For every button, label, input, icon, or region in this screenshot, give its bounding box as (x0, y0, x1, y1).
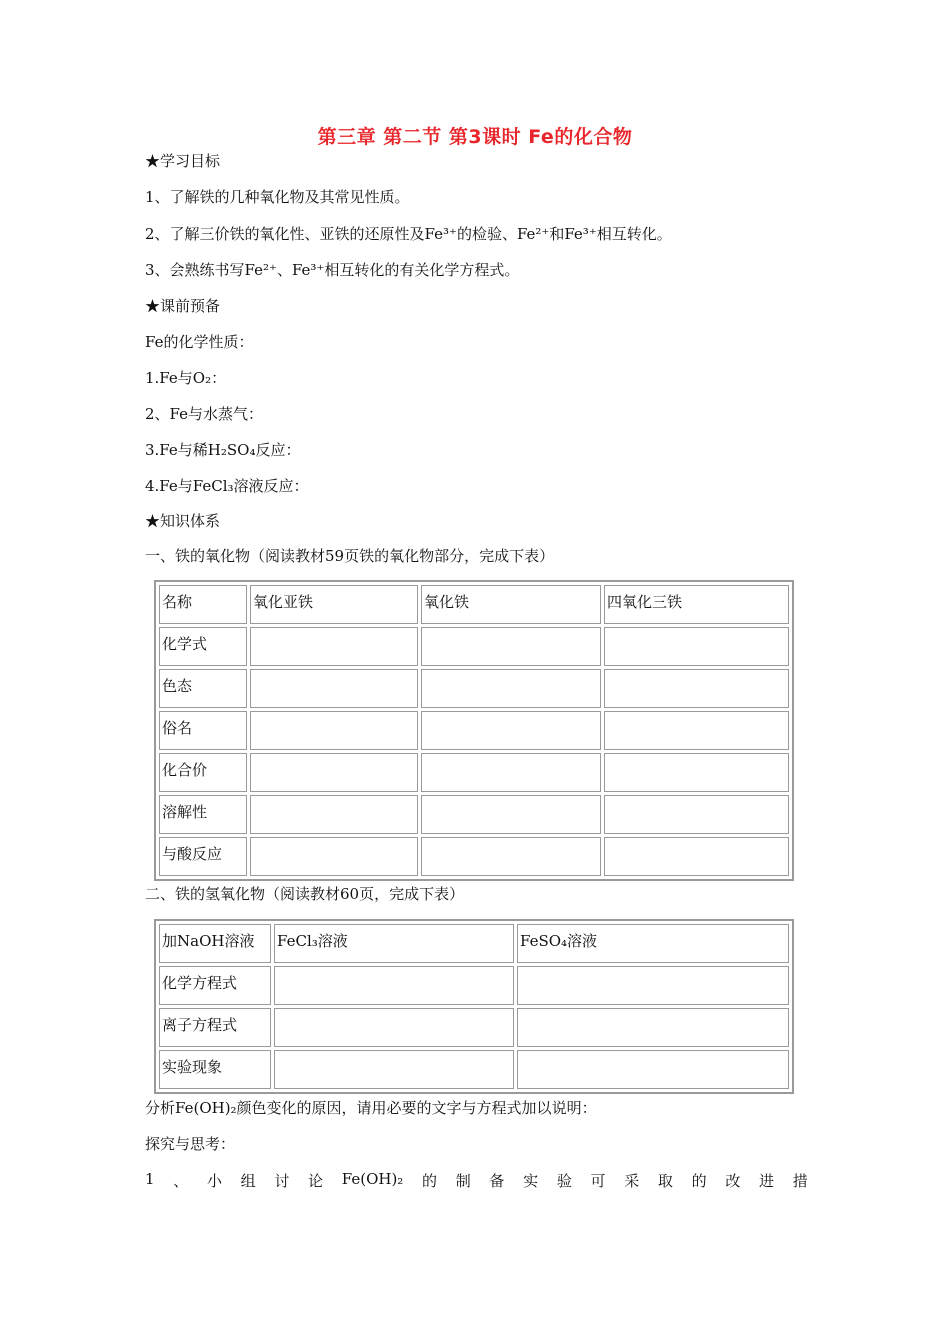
question-char: 组 (240, 1172, 256, 1190)
answer-cell[interactable] (604, 669, 789, 708)
iron-hydroxides-table (154, 919, 794, 1094)
row-label: 溶解性 (159, 795, 247, 834)
row-label: 色态 (159, 669, 247, 708)
prep-item: 1.Fe与O₂： (145, 369, 227, 387)
row-label: 离子方程式 (159, 1008, 271, 1047)
answer-cell[interactable] (421, 627, 601, 666)
answer-cell[interactable] (250, 669, 418, 708)
answer-cell[interactable] (421, 711, 601, 750)
row-label: 与酸反应 (159, 837, 247, 876)
question-char: 改 (725, 1172, 741, 1190)
table-row (159, 585, 789, 624)
answer-cell[interactable] (604, 711, 789, 750)
table-header-cell: FeCl₃溶液 (274, 924, 514, 963)
question-char: 取 (657, 1172, 673, 1190)
table-row (159, 1008, 789, 1047)
row-label: 化合价 (159, 753, 247, 792)
answer-cell[interactable] (250, 711, 418, 750)
row-label: 俗名 (159, 711, 247, 750)
question-char: 可 (590, 1172, 606, 1190)
answer-cell[interactable] (604, 627, 789, 666)
question-char: 验 (556, 1172, 572, 1190)
answer-cell[interactable] (421, 669, 601, 708)
table-row (159, 669, 789, 708)
iron-oxides-table (154, 580, 794, 881)
prep-item: 3.Fe与稀H₂SO₄反应： (145, 441, 301, 459)
question-char: 论 (308, 1172, 324, 1190)
answer-cell[interactable] (604, 753, 789, 792)
table-row (159, 627, 789, 666)
answer-cell[interactable] (274, 1050, 514, 1089)
analysis-prompt: 分析Fe(OH)₂颜色变化的原因，请用必要的文字与方程式加以说明： (145, 1099, 597, 1117)
explore-question-1 (145, 1170, 808, 1191)
answer-cell[interactable] (604, 795, 789, 834)
knowledge-heading: ★知识体系 (145, 512, 221, 530)
prep-heading: ★课前预备 (145, 297, 221, 315)
row-label: 实验现象 (159, 1050, 271, 1089)
answer-cell[interactable] (421, 753, 601, 792)
table-header-cell: 加NaOH溶液 (159, 924, 271, 963)
table-header-cell: 四氧化三铁 (604, 585, 789, 624)
answer-cell[interactable] (250, 837, 418, 876)
question-char: 讨 (274, 1172, 290, 1190)
answer-cell[interactable] (274, 966, 514, 1005)
prep-item: 4.Fe与FeCl₃溶液反应： (145, 477, 309, 495)
table-row (159, 924, 789, 963)
answer-cell[interactable] (250, 795, 418, 834)
table-row (159, 966, 789, 1005)
question-char: Fe(OH)₂ (341, 1170, 404, 1188)
question-char: 的 (422, 1172, 438, 1190)
objective-item: 2、了解三价铁的氧化性、亚铁的还原性及Fe³⁺的检验、Fe²⁺和Fe³⁺相互转化。 (145, 225, 672, 243)
objective-item: 1、了解铁的几种氧化物及其常见性质。 (145, 188, 410, 206)
question-char: 制 (455, 1172, 471, 1190)
question-char: 措 (792, 1172, 808, 1190)
answer-cell[interactable] (250, 627, 418, 666)
answer-cell[interactable] (274, 1008, 514, 1047)
prep-intro: Fe的化学性质： (145, 333, 254, 351)
question-char: 的 (691, 1172, 707, 1190)
table-header-cell: FeSO₄溶液 (517, 924, 789, 963)
question-char: 进 (759, 1172, 775, 1190)
answer-cell[interactable] (517, 1008, 789, 1047)
question-char: 1 (145, 1170, 155, 1188)
table-header-cell: 氧化铁 (421, 585, 601, 624)
table-row (159, 837, 789, 876)
question-char: 采 (624, 1172, 640, 1190)
page-title: 第三章 第二节 第3课时 Fe的化合物 (317, 126, 633, 148)
answer-cell[interactable] (517, 966, 789, 1005)
explore-heading: 探究与思考： (145, 1135, 236, 1153)
prep-item: 2、Fe与水蒸气： (145, 405, 264, 423)
answer-cell[interactable] (250, 753, 418, 792)
table-header-cell: 名称 (159, 585, 247, 624)
question-char: 小 (206, 1172, 222, 1190)
question-char: 、 (173, 1172, 189, 1190)
question-char: 实 (523, 1172, 539, 1190)
question-char: 备 (489, 1172, 505, 1190)
answer-cell[interactable] (517, 1050, 789, 1089)
table-row (159, 795, 789, 834)
table-header-cell: 氧化亚铁 (250, 585, 418, 624)
section1-heading: 一、铁的氧化物（阅读教材59页铁的氧化物部分，完成下表） (145, 547, 555, 565)
table-row (159, 753, 789, 792)
table-row (159, 711, 789, 750)
objectives-heading: ★学习目标 (145, 152, 221, 170)
answer-cell[interactable] (421, 795, 601, 834)
objective-item: 3、会熟练书写Fe²⁺、Fe³⁺相互转化的有关化学方程式。 (145, 261, 520, 279)
table-row (159, 1050, 789, 1089)
answer-cell[interactable] (421, 837, 601, 876)
section2-heading: 二、铁的氢氧化物（阅读教材60页，完成下表） (145, 885, 465, 903)
row-label: 化学式 (159, 627, 247, 666)
row-label: 化学方程式 (159, 966, 271, 1005)
answer-cell[interactable] (604, 837, 789, 876)
